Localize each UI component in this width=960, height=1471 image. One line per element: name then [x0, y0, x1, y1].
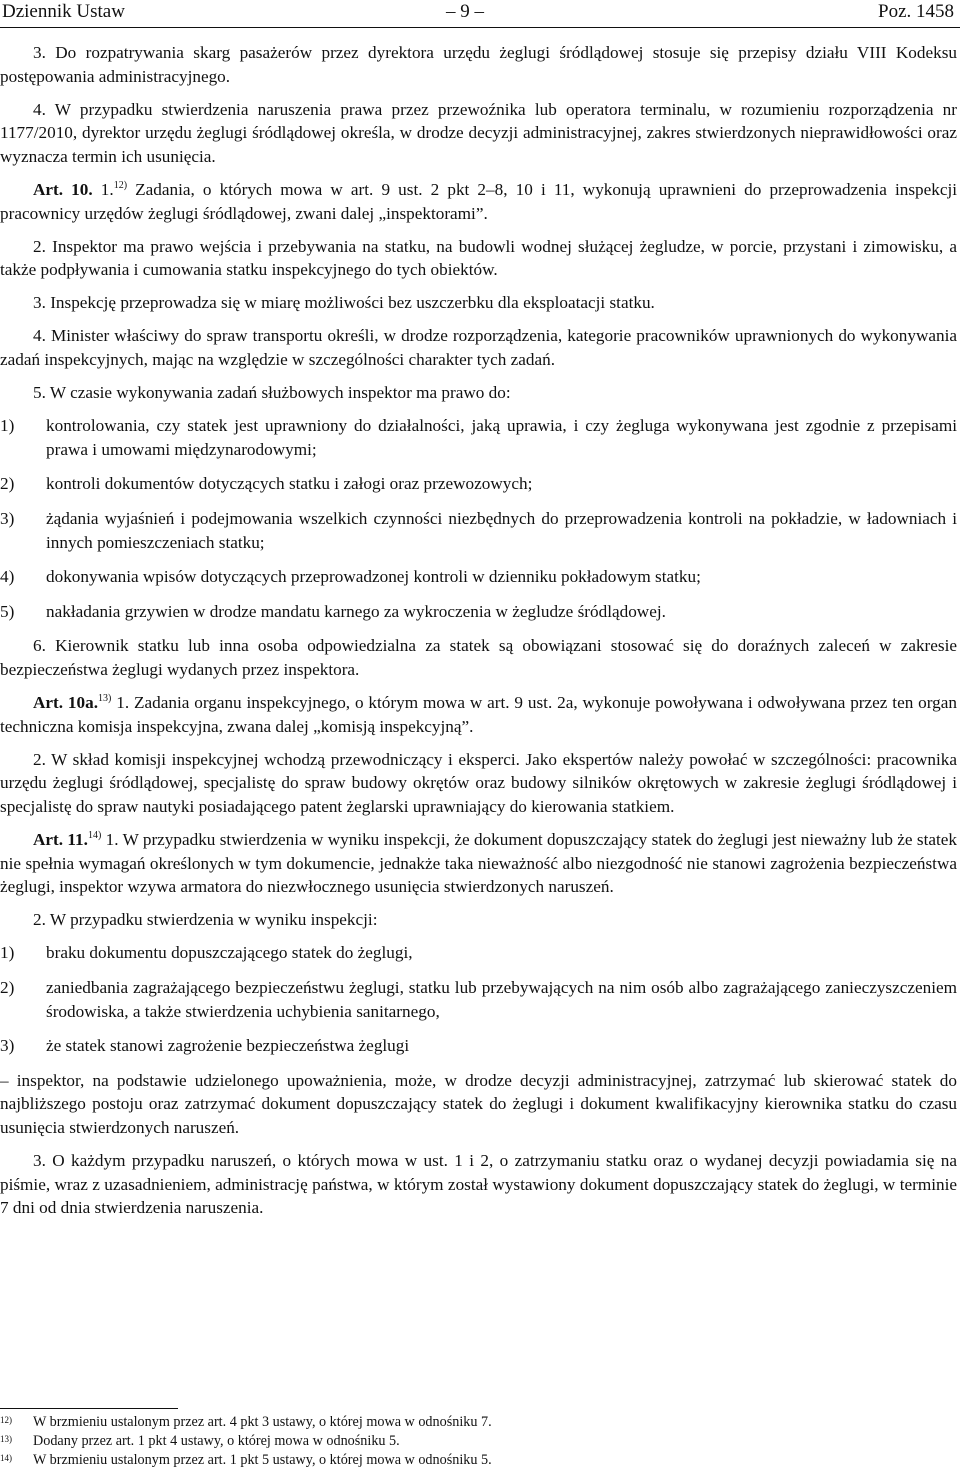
paragraph-art9-3: 3. Do rozpatrywania skarg pasażerów przez dyrektora urzędu żeglugi śródlądowej stosuje się przepisy działu VIII Kodeksu postępowania administracyjnego. [0, 43, 957, 86]
article-10-paragraph-5: 5. W czasie wykonywania zadań służbowych inspektor ma prawo do: [33, 383, 511, 403]
position-number: Poz. 1458 [878, 1, 954, 22]
footnote-text: Dodany przez art. 1 pkt 4 ustawy, o której mowa w odnośniku 5. [33, 1433, 400, 1449]
list-item-text: że statek stanowi zagrożenie bezpieczeństwa żeglugi [46, 1036, 410, 1056]
article-11-closing-clause: – inspektor, na podstawie udzielonego upoważnienia, może, w drodze decyzji administracyjnej, zatrzymać lub skierować statek do najbliższego postoju oraz zatrzymać dokument dopuszczający statek do żeglugi i dokument kwalifikacyjny kierownika statku do czasu usunięcia stwierdzonych naruszeń. [0, 1070, 957, 1137]
list-item [0, 414, 957, 461]
list-item-text: braku dokumentu dopuszczającego statek do żeglugi, [46, 943, 413, 963]
list-item [0, 507, 957, 554]
article-10-text: Zadania, o których mowa w art. 9 ust. 2 pkt 2–8, 10 i 11, wykonują uprawnieni do przeprowadzenia inspekcji pracownicy urzędów żeglugi śródlądowej, zwani dalej „inspektorami”. [0, 179, 957, 223]
list-item-number: 2) [0, 474, 15, 494]
list-item-text: żądania wyjaśnień i podejmowania wszelkich czynności niezbędnych do przeprowadzenia kontroli na pokładzie, w ładowniach i innych pomieszczeniach statku; [46, 509, 957, 552]
list-item-number: 3) [0, 509, 15, 528]
article-11-text: 1. W przypadku stwierdzenia w wyniku inspekcji, że dokument dopuszczający statek do żeglugi jest nieważny lub że statek nie spełnia wymagań określonych w tym dokumencie, jednakże taka nieważność albo niezgodność nie stanowi zagrożenia bezpieczeństwa żeglugi, inspektor wzywa armatora do niezwłocznego usunięcia stwierdzonych naruszeń. [0, 830, 957, 897]
list-item-number: 5) [0, 601, 15, 621]
article-10a-text: 1. Zadania organu inspekcyjnego, o którym mowa w art. 9 ust. 2a, wykonuje powoływana i odwoływana przez ten organ techniczna komisja inspekcyjna, zwana dalej „komisją inspekcyjną”. [0, 693, 957, 736]
footnotes [0, 1414, 957, 1471]
footnote [0, 1452, 957, 1469]
paragraph-art9-4: 4. W przypadku stwierdzenia naruszenia prawa przez przewoźnika lub operatora terminalu, w rozumieniu rozporządzenia nr 1177/2010, dyrektor urzędu żeglugi śródlądowej określa, w drodze decyzji administracyjnej, zakres stwierdzonych nieprawidłowości oraz wyznacza termin ich usunięcia. [0, 99, 957, 166]
page-number: – 9 – [446, 1, 484, 22]
footnote [0, 1414, 957, 1431]
list-item [0, 600, 957, 624]
article-10-paragraph-1 [0, 178, 957, 225]
document-body [0, 41, 957, 1229]
footnote-number: 13) [0, 1434, 12, 1444]
list-item [0, 1034, 957, 1058]
article-10-paragraph-4: 4. Minister właściwy do spraw transportu określi, w drodze rozporządzenia, kategorie pracowników uprawnionych do wykonywania zadań inspekcyjnych, mając na względzie w szczególności charakter tych zadań. [0, 326, 957, 370]
footnote-rule [0, 1408, 178, 1409]
list-item-number: 3) [0, 1036, 15, 1056]
footnote-text: W brzmieniu ustalonym przez art. 4 pkt 3 ustawy, o której mowa w odnośniku 7. [33, 1414, 492, 1430]
footnote [0, 1433, 957, 1450]
list-item-text: kontrolowania, czy statek jest uprawniony do działalności, jaką uprawia, i czy żegluga wykonywana jest zgodnie z przepisami prawa i umowami międzynarodowymi; [46, 416, 957, 459]
list-item [0, 565, 957, 589]
page-header [0, 0, 960, 24]
article-10a-paragraph-2: 2. W skład komisji inspekcyjnej wchodzą przewodniczący i eksperci. Jako ekspertów należy powołać w szczególności: pracownika urzędu żeglugi śródlądowej, specjalistę do spraw budowy okrętów oraz budowy silników okrętowych w zakresie żeglugi śródlądowej i specjalistę do spraw nautyki posiadającego patent żeglarski uprawniający do kierowania statkiem. [0, 749, 957, 816]
article-11-paragraph-2: 2. W przypadku stwierdzenia w wyniku inspekcji: [33, 910, 378, 930]
list-item-text: kontroli dokumentów dotyczących statku i załogi oraz przewozowych; [46, 474, 533, 494]
footnote-ref-13: 13) [98, 693, 112, 705]
article-10a-paragraph-1 [0, 691, 957, 738]
list-item [0, 472, 957, 496]
list-item-number: 1) [0, 416, 15, 436]
article-11-label: Art. 11. [33, 830, 88, 850]
footnote-ref-14: 14) [87, 830, 102, 842]
header-rule [0, 27, 960, 28]
article-10-paragraph-2: 2. Inspektor ma prawo wejścia i przebywania na statku, na budowli wodnej służącej żegludze, w porcie, przystani i zimowisku, a także podpływania i cumowania statku inspekcyjnego do tych obiektów. [0, 236, 957, 280]
footnote-number: 12) [0, 1415, 12, 1425]
list-item-number: 2) [0, 978, 15, 997]
list-item-text: nakładania grzywien w drodze mandatu karnego za wykroczenia w żegludze śródlądowej. [46, 601, 666, 621]
footnote-number: 14) [0, 1453, 12, 1463]
list-item-text: zaniedbania zagrażającego bezpieczeństwu żeglugi, statku lub przebywających na nim osób albo zagrażającego zanieczyszczeniem środowiska, a także stwierdzenia uchybienia sanitarnego, [46, 978, 957, 1021]
article-10a-label: Art. 10a. [33, 693, 99, 713]
article-10-paragraph-6: 6. Kierownik statku lub inna osoba odpowiedzialna za statek są obowiązani stosować się do doraźnych zaleceń w zakresie bezpieczeństwa żeglugi wydanych przez inspektora. [0, 636, 957, 679]
article-10-paragraph-3: 3. Inspekcję przeprowadza się w miarę możliwości bez uszczerbku dla eksploatacji statku. [33, 293, 655, 313]
article-11-paragraph-3: 3. O każdym przypadku naruszeń, o których mowa w ust. 1 i 2, o zatrzymaniu statku oraz o wydanej decyzji powiadamia się na piśmie, wraz z uzasadnieniem, administrację państwa, w którym został wystawiony dokument dopuszczający statek do żeglugi, w terminie 7 dni od dnia stwierdzenia naruszenia. [0, 1151, 957, 1218]
footnote-ref-12: 12) [113, 179, 128, 191]
list-item-number: 1) [0, 943, 15, 963]
article-10-number: 1. [100, 179, 114, 199]
article-10-label: Art. 10. [33, 179, 93, 199]
list-item [0, 941, 957, 965]
list-item-text: dokonywania wpisów dotyczących przeprowadzonej kontroli w dzienniku pokładowym statku; [46, 567, 701, 587]
list-item-number: 4) [0, 567, 15, 587]
journal-title: Dziennik Ustaw [2, 1, 125, 22]
article-11-paragraph-1 [0, 828, 957, 899]
list-item [0, 976, 957, 1023]
footnote-text: W brzmieniu ustalonym przez art. 1 pkt 5 ustawy, o której mowa w odnośniku 5. [33, 1452, 492, 1468]
